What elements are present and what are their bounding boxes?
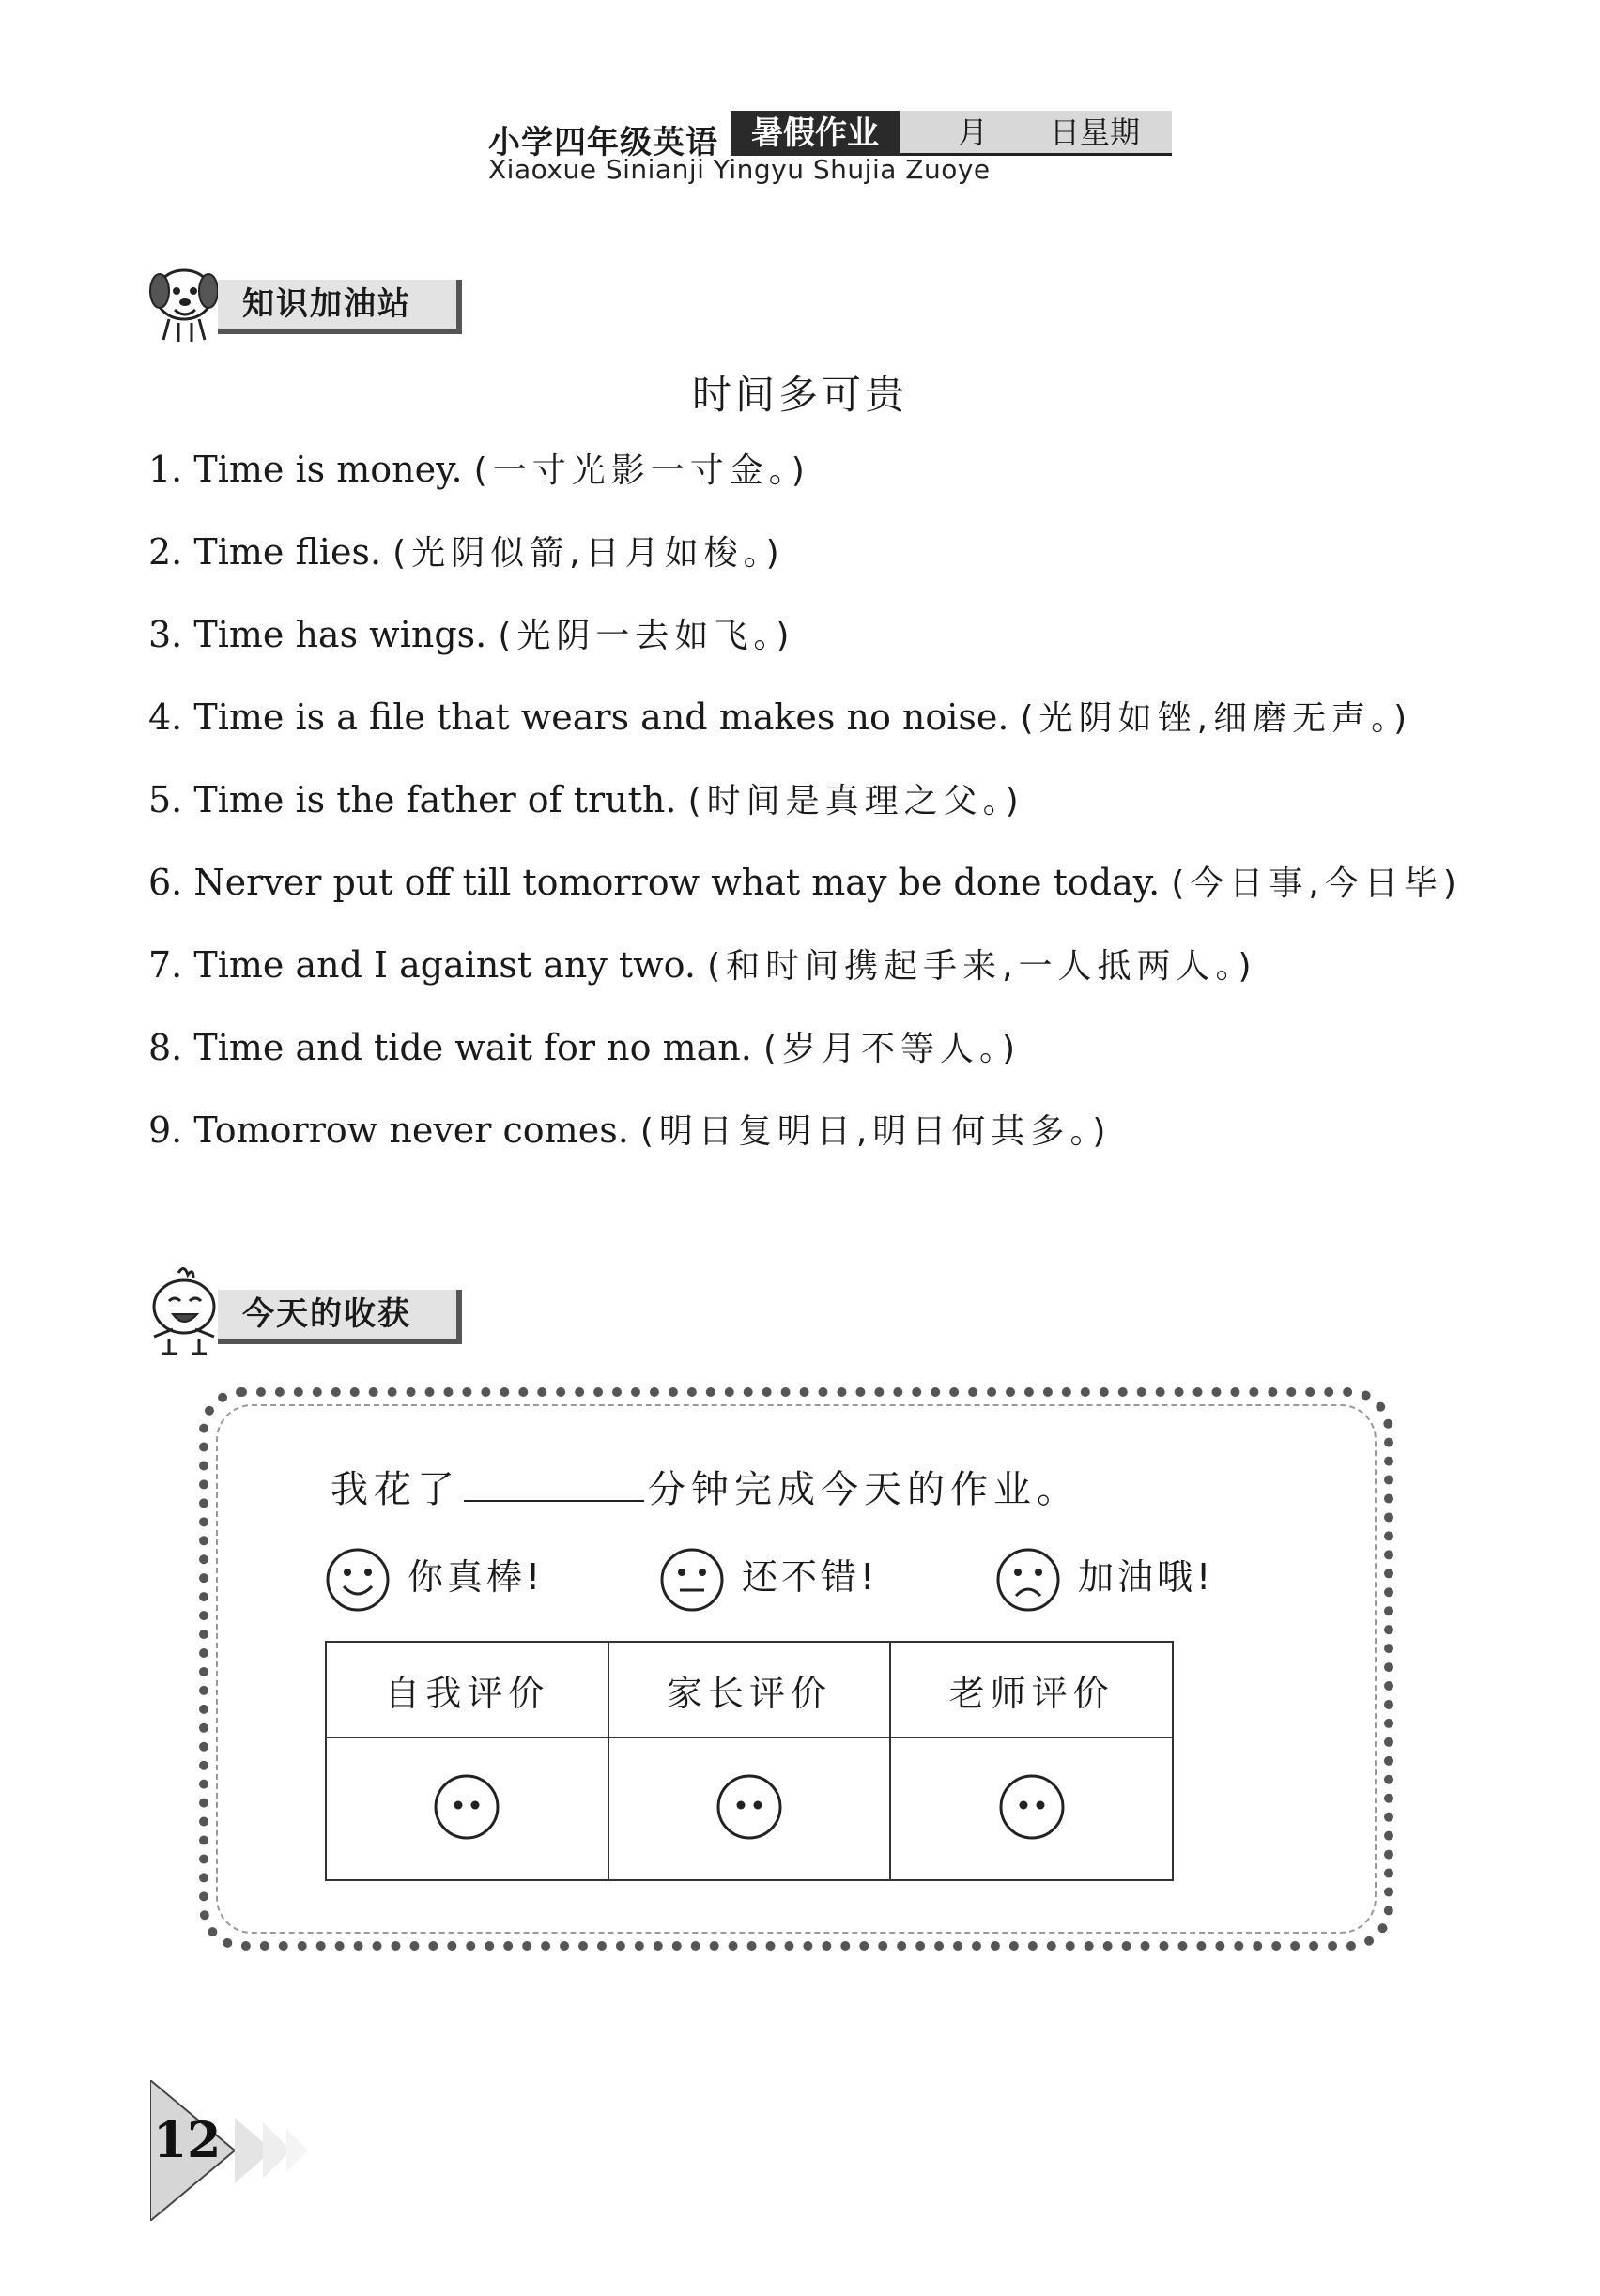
eval-header-teacher: 老师评价 bbox=[890, 1642, 1173, 1737]
list-item: 9. Tomorrow never comes. (明日复明日,明日何其多。) bbox=[148, 1110, 1112, 1151]
list-item: 1. Time is money. (一寸光影一寸金。) bbox=[148, 449, 810, 490]
sad-face-icon bbox=[995, 1547, 1061, 1613]
chick-mascot-icon bbox=[141, 1263, 227, 1357]
header-date-box bbox=[900, 111, 1172, 156]
page-number: 12 bbox=[153, 2112, 222, 2169]
dog-mascot-icon bbox=[141, 253, 227, 347]
section-knowledge-header bbox=[141, 253, 479, 347]
section-knowledge-label: 知识加油站 bbox=[218, 280, 462, 334]
blank-face-icon bbox=[998, 1773, 1066, 1841]
eval-header-self: 自我评价 bbox=[326, 1642, 608, 1737]
neutral-face-icon bbox=[659, 1547, 725, 1613]
list-item: 6. Nerver put off till tomorrow what may be done today. (今日事,今日毕) bbox=[148, 862, 1462, 903]
list-item: 2. Time flies. (光阴似箭,日月如梭。) bbox=[148, 531, 785, 573]
list-item: 4. Time is a file that wears and makes no noise. (光阴如锉,细磨无声。) bbox=[148, 696, 1413, 738]
table-row bbox=[326, 1737, 1173, 1880]
rating-great[interactable]: 你真棒! bbox=[325, 1541, 544, 1616]
rating-keep-going[interactable]: 加油哦! bbox=[995, 1541, 1214, 1616]
section-harvest-header bbox=[141, 1263, 479, 1357]
proverb-list bbox=[148, 441, 1557, 1185]
list-item: 8. Time and tide wait for no man. (岁月不等人。) bbox=[148, 1027, 1022, 1068]
eval-cell-self[interactable] bbox=[326, 1737, 608, 1880]
header-pinyin: Xiaoxue Sinianji Yingyu Shujia Zuoye bbox=[488, 154, 991, 185]
list-item: 5. Time is the father of truth. (时间是真理之父。) bbox=[148, 779, 1024, 820]
rating-good[interactable]: 还不错! bbox=[659, 1541, 878, 1616]
eval-header-parent: 家长评价 bbox=[608, 1642, 891, 1737]
header-highlight: 暑假作业 bbox=[731, 111, 900, 156]
list-item: 3. Time has wings. (光阴一去如飞。) bbox=[148, 614, 795, 655]
header-month: 月 bbox=[958, 115, 989, 150]
smile-face-icon bbox=[325, 1547, 391, 1613]
header-day-week: 日星期 bbox=[1050, 115, 1141, 150]
proverbs-title: 时间多可贵 bbox=[691, 372, 908, 418]
table-header-row bbox=[326, 1642, 1173, 1737]
eval-cell-teacher[interactable] bbox=[890, 1737, 1173, 1880]
blank-face-icon bbox=[433, 1773, 500, 1841]
blank-face-icon bbox=[715, 1773, 783, 1841]
minutes-line: 我花了 分钟完成今天的作业。 bbox=[331, 1460, 1080, 1513]
header-title: 小学四年级英语 bbox=[488, 124, 718, 161]
evaluation-table bbox=[325, 1641, 1174, 1881]
section-harvest-label: 今天的收获 bbox=[218, 1290, 462, 1344]
list-item: 7. Time and I against any two. (和时间携起手来,一人抵两人。) bbox=[148, 944, 1257, 986]
eval-cell-parent[interactable] bbox=[608, 1737, 891, 1880]
minutes-blank[interactable] bbox=[464, 1462, 644, 1502]
